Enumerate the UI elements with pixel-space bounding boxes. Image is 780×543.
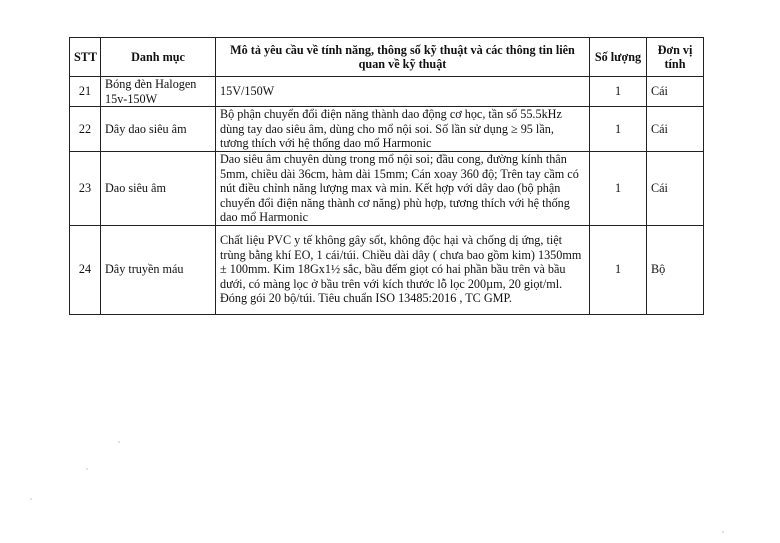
table-header-row — [70, 38, 704, 77]
scan-speck — [118, 441, 120, 443]
row-category: Dây truyền máu — [101, 225, 216, 314]
scan-speck — [722, 531, 724, 533]
row-quantity: 1 — [590, 225, 647, 314]
row-category: Bóng đèn Halogen 15v-150W — [101, 77, 216, 107]
row-description: 15V/150W — [216, 77, 590, 107]
row-unit: Bộ — [647, 225, 704, 314]
header-unit: Đơn vị tính — [647, 38, 704, 77]
row-stt: 21 — [70, 77, 101, 107]
header-stt: STT — [70, 38, 101, 77]
row-stt: 22 — [70, 107, 101, 152]
header-category: Danh mục — [101, 38, 216, 77]
row-quantity: 1 — [590, 107, 647, 152]
row-category: Dao siêu âm — [101, 152, 216, 226]
row-quantity: 1 — [590, 152, 647, 226]
header-quantity: Số lượng — [590, 38, 647, 77]
table-row — [70, 77, 704, 107]
row-description: Bộ phận chuyển đổi điện năng thành dao động cơ học, tần số 55.5kHz dùng tay dao siêu âm, dùng cho mổ nội soi. Số lần sử dụng ≥ 95 lần, tương thích với hệ thống dao mổ Harmonic — [216, 107, 590, 152]
row-description: Chất liệu PVC y tế không gây sốt, không độc hại và chống dị ứng, tiệt trùng bằng khí EO, 1 cái/túi. Chiều dài dây ( chưa bao gồm kim) 1350mm ± 100mm. Kim 18Gx1½ sắc, bầu đếm giọt có hai phần bầu trên và bầu dưới, có màng lọc ở bầu trên với kích thước lỗ lọc 200µm, 20 giọt/ml. Đóng gói 20 bộ/túi. Tiêu chuẩn ISO 13485:2016 , TC GMP. — [216, 225, 590, 314]
row-stt: 23 — [70, 152, 101, 226]
row-unit: Cái — [647, 107, 704, 152]
row-category: Dây dao siêu âm — [101, 107, 216, 152]
header-description: Mô tả yêu cầu về tính năng, thông số kỹ thuật và các thông tin liên quan về kỹ thuật — [216, 38, 590, 77]
table-row — [70, 107, 704, 152]
table-row — [70, 152, 704, 226]
row-unit: Cái — [647, 152, 704, 226]
row-unit: Cái — [647, 77, 704, 107]
equipment-spec-table — [69, 37, 704, 315]
scan-speck — [86, 468, 88, 470]
row-description: Dao siêu âm chuyên dùng trong mổ nội soi; đầu cong, đường kính thân 5mm, chiều dài 36cm, hàm dài 15mm; Cán xoay 360 độ; Trên tay cầm có nút điều chỉnh năng lượng max và min. Kết hợp với dây dao (bộ phận chuyển đổi điện năng thành cơ năng) phù hợp, tương thích với hệ thống dao mổ Harmonic — [216, 152, 590, 226]
table-row — [70, 225, 704, 314]
scan-speck — [30, 498, 32, 500]
row-quantity: 1 — [590, 77, 647, 107]
row-stt: 24 — [70, 225, 101, 314]
